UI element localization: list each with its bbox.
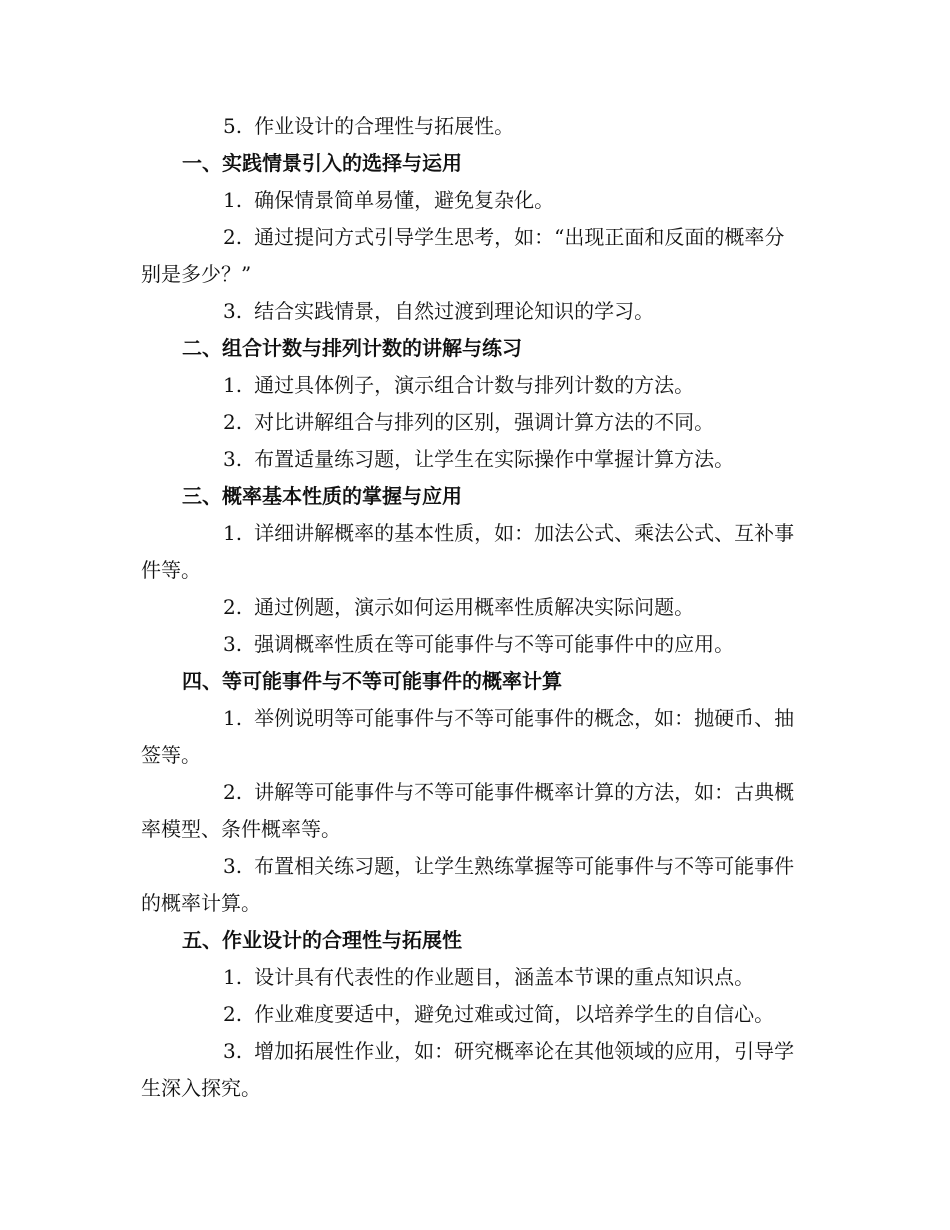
list-item	[141, 367, 803, 404]
item-number: 3.	[223, 299, 243, 323]
item-number: 2.	[223, 595, 243, 619]
item-text: 增加拓展性作业，如：研究概率论在其他领域的应用，引导学生深入探究。	[141, 1039, 795, 1100]
item-text: 讲解等可能事件与不等可能事件概率计算的方法，如：古典概率模型、条件概率等。	[141, 780, 795, 841]
item-number: 3.	[223, 1039, 243, 1063]
item-text: 通过具体例子，演示组合计数与排列计数的方法。	[254, 373, 695, 397]
list-item	[141, 774, 803, 848]
section-heading: 三、概率基本性质的掌握与应用	[182, 484, 462, 508]
item-text: 结合实践情景，自然过渡到理论知识的学习。	[254, 299, 655, 323]
item-number: 2.	[223, 780, 243, 804]
item-number: 3.	[223, 447, 243, 471]
list-item	[141, 848, 803, 922]
list-item	[141, 182, 803, 219]
item-text: 对比讲解组合与排列的区别，强调计算方法的不同。	[254, 410, 715, 434]
item-number: 1.	[223, 521, 243, 545]
list-item	[141, 441, 803, 478]
item-text: 作业难度要适中，避免过难或过简，以培养学生的自信心。	[254, 1002, 775, 1026]
list-item	[141, 1033, 803, 1107]
item-text: 强调概率性质在等可能事件与不等可能事件中的应用。	[254, 632, 735, 656]
item-number: 3.	[223, 632, 243, 656]
section-heading: 四、等可能事件与不等可能事件的概率计算	[182, 669, 562, 693]
item-text: 通过提问方式引导学生思考，如：“出现正面和反面的概率分别是多少？”	[141, 225, 785, 286]
list-item	[141, 515, 803, 589]
list-item	[141, 219, 803, 293]
item-text: 举例说明等可能事件与不等可能事件的概念，如：抛硬币、抽签等。	[141, 706, 795, 767]
item-number: 1.	[223, 706, 243, 730]
document-page	[141, 108, 803, 1107]
list-item	[141, 589, 803, 626]
list-item	[141, 700, 803, 774]
item-number: 1.	[223, 373, 243, 397]
item-text: 确保情景简单易懂，避免复杂化。	[254, 188, 555, 212]
list-item	[141, 996, 803, 1033]
item-text: 作业设计的合理性与拓展性。	[254, 114, 515, 138]
item-text: 详细讲解概率的基本性质，如：加法公式、乘法公式、互补事件等。	[141, 521, 795, 582]
section-heading: 五、作业设计的合理性与拓展性	[182, 928, 462, 952]
section-heading: 二、组合计数与排列计数的讲解与练习	[182, 336, 522, 360]
item-number: 2.	[223, 225, 243, 249]
list-item	[141, 108, 803, 145]
item-number: 3.	[223, 854, 243, 878]
list-item	[141, 959, 803, 996]
item-number: 5.	[223, 114, 243, 138]
item-text: 布置相关练习题，让学生熟练掌握等可能事件与不等可能事件的概率计算。	[141, 854, 795, 915]
item-text: 通过例题，演示如何运用概率性质解决实际问题。	[254, 595, 695, 619]
item-text: 布置适量练习题，让学生在实际操作中掌握计算方法。	[254, 447, 735, 471]
item-number: 1.	[223, 188, 243, 212]
list-item	[141, 293, 803, 330]
section-heading: 一、实践情景引入的选择与运用	[182, 151, 462, 175]
item-number: 1.	[223, 965, 243, 989]
list-item	[141, 404, 803, 441]
item-number: 2.	[223, 410, 243, 434]
item-text: 设计具有代表性的作业题目，涵盖本节课的重点知识点。	[254, 965, 755, 989]
item-number: 2.	[223, 1002, 243, 1026]
list-item	[141, 626, 803, 663]
